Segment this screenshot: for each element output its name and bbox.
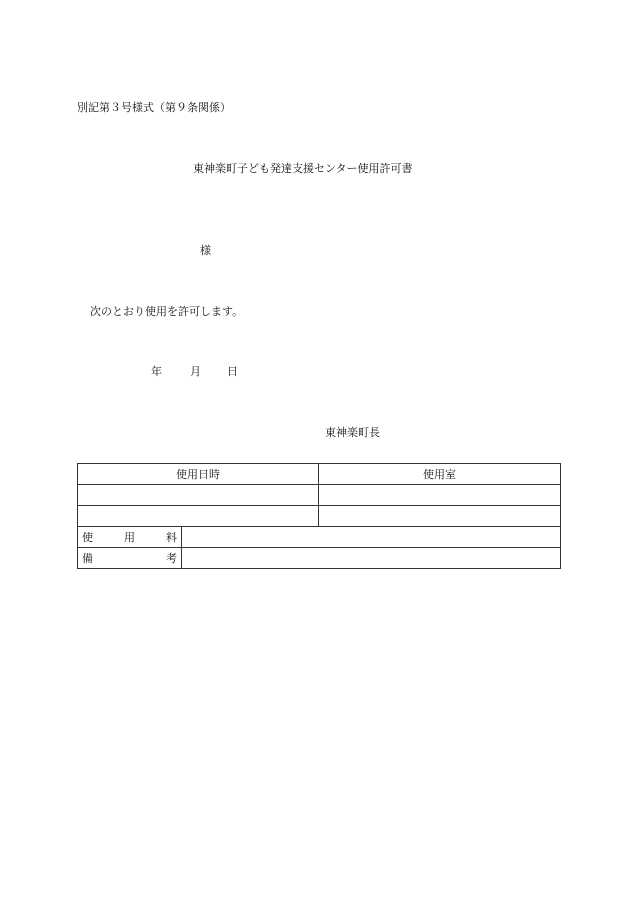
date-year-label: 年 xyxy=(151,365,162,378)
date-day-label: 日 xyxy=(227,365,238,378)
fee-label-char: 使 xyxy=(82,530,93,544)
table-header-row xyxy=(78,464,561,485)
form-number: 別記第３号様式（第９条関係） xyxy=(77,101,231,114)
table-row xyxy=(78,506,561,527)
fee-label-char: 料 xyxy=(166,530,177,544)
remarks-label xyxy=(78,548,182,569)
remarks-row xyxy=(78,548,561,569)
date-month-label: 月 xyxy=(190,365,201,378)
remarks-label-char: 考 xyxy=(166,551,177,565)
permission-statement: 次のとおり使用を許可します。 xyxy=(90,305,244,318)
remarks-value-cell[interactable] xyxy=(182,548,561,569)
usage-datetime-cell[interactable] xyxy=(78,485,319,506)
fee-label xyxy=(78,527,182,548)
header-usage-room: 使用室 xyxy=(319,464,561,485)
usage-datetime-cell[interactable] xyxy=(78,506,319,527)
usage-room-cell[interactable] xyxy=(319,506,561,527)
remarks-label-char: 備 xyxy=(82,551,93,565)
addressee-suffix: 様 xyxy=(200,244,211,257)
issuer-name: 東神楽町長 xyxy=(325,426,380,439)
header-usage-datetime: 使用日時 xyxy=(78,464,319,485)
fee-row xyxy=(78,527,561,548)
usage-room-cell[interactable] xyxy=(319,485,561,506)
document-title: 東神楽町子ども発達支援センター使用許可書 xyxy=(193,162,413,175)
usage-table xyxy=(77,463,561,569)
table-row xyxy=(78,485,561,506)
fee-value-cell[interactable] xyxy=(182,527,561,548)
fee-label-char: 用 xyxy=(124,530,135,544)
